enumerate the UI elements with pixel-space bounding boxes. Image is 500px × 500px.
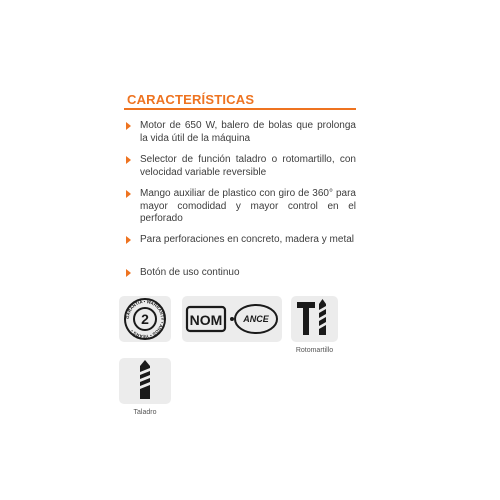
feature-text: Motor de 650 W, balero de bolas que prolonga la vida útil de la máquina	[140, 120, 356, 144]
nom-text: NOM	[189, 312, 223, 328]
nom-ance-icon	[182, 296, 282, 342]
rotomartillo-tile	[291, 296, 338, 342]
drill-bit-icon	[119, 358, 171, 404]
feature-item	[124, 188, 356, 226]
bullet-arrow-icon	[126, 236, 131, 244]
warranty-years: 2	[141, 311, 149, 327]
ance-text: ANCE	[243, 314, 269, 324]
bullet-arrow-icon	[126, 156, 131, 164]
bullet-arrow-icon	[126, 269, 131, 277]
feature-item	[124, 120, 356, 145]
section-title: CARACTERÍSTICAS	[127, 92, 255, 107]
feature-item	[124, 234, 354, 247]
feature-text: Selector de función taladro o rotomartillo, con velocidad variable reversible	[140, 154, 356, 178]
warranty-seal-icon	[119, 296, 171, 342]
warranty-badge	[119, 296, 171, 342]
taladro-tile	[119, 358, 171, 404]
feature-item	[124, 154, 356, 179]
bullet-arrow-icon	[126, 190, 131, 198]
taladro-caption: Taladro	[133, 409, 157, 416]
feature-text: Mango auxiliar de plastico con giro de 360° para mayor comodidad y mayor control en el perforado	[140, 188, 356, 224]
warranty-ring-text: GARANTÍA • WARRANTY • AÑOS • YEARS •	[124, 298, 166, 340]
nom-ance-badge	[182, 296, 282, 342]
feature-item	[124, 267, 240, 280]
rotomartillo-caption: Rotomartillo	[295, 347, 334, 354]
bullet-arrow-icon	[126, 122, 131, 130]
feature-text: Botón de uso continuo	[140, 267, 240, 278]
feature-text: Para perforaciones en concreto, madera y metal	[140, 234, 354, 245]
title-underline	[124, 108, 356, 110]
hammer-drill-icon	[291, 296, 338, 342]
